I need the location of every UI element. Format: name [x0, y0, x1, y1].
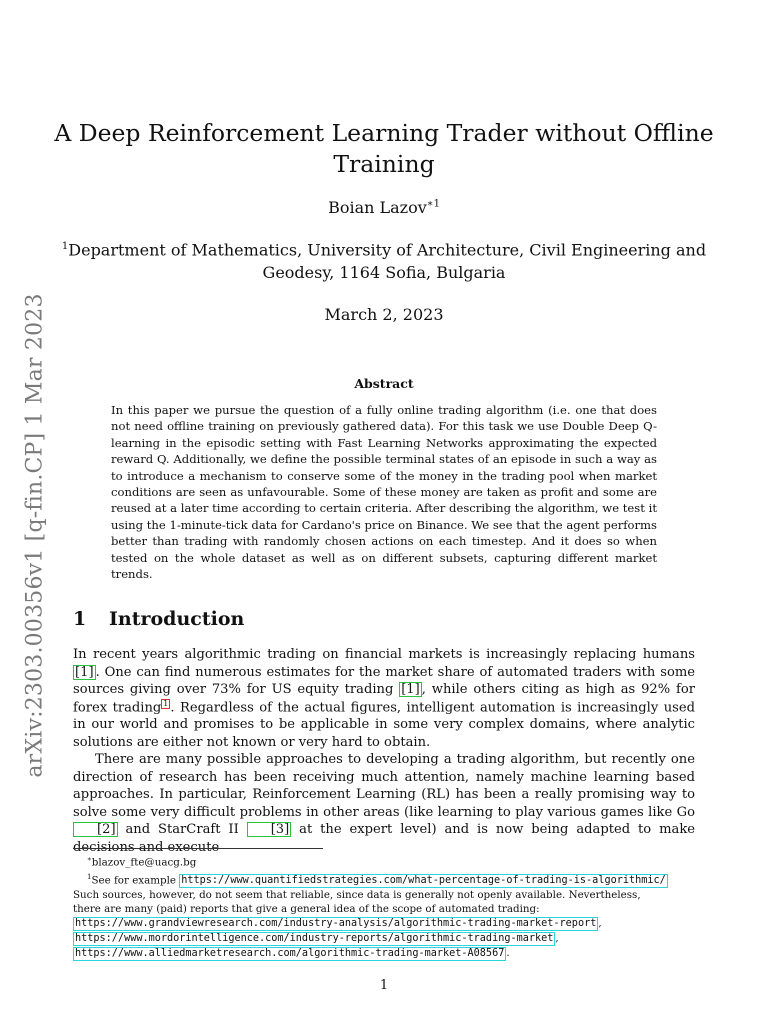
- title-line-2: Training: [333, 150, 435, 178]
- author-marks: ∗1: [426, 198, 440, 210]
- text-span: There are many possible approaches to developing a trading algorithm, but recently one direction of research has been receiving much attention, namely machine learning based approaches. In particular, Reinforcement Learning (RL) has been a really promising way to solve some very difficult problems in other areas (like learning to play various games like Go: [73, 752, 695, 820]
- intro-paragraph-2: [73, 751, 695, 856]
- page-number: 1: [379, 978, 389, 993]
- text-span: at the expert level) and is now being adapted to make decisions and execute: [73, 822, 695, 855]
- citation-link[interactable]: [1]: [401, 682, 420, 697]
- footnote-mark: ∗: [87, 855, 92, 863]
- paper-date: March 2, 2023: [324, 305, 444, 324]
- url-link[interactable]: https://www.mordorintelligence.com/industry-reports/algorithmic-trading-market: [75, 933, 554, 945]
- footnote-author-email: [73, 852, 733, 870]
- affiliation-line-1: Department of Mathematics, University of Architecture, Civil Engineering and: [68, 240, 707, 260]
- footnote-1: [73, 870, 733, 888]
- footnote-url-line: [73, 946, 733, 961]
- author-name: Boian Lazov: [328, 198, 427, 217]
- footnote-text: See for example: [91, 874, 180, 887]
- footnotes: [73, 852, 733, 961]
- section-heading: [73, 608, 244, 630]
- footnote-text-line: there are many (paid) reports that give a general idea of the scope of automated trading:: [73, 903, 540, 916]
- affiliation: [60, 235, 708, 284]
- url-link[interactable]: https://www.quantifiedstrategies.com/what-percentage-of-trading-is-algorithmic/: [181, 875, 666, 887]
- citation-link[interactable]: [1]: [75, 664, 94, 680]
- abstract-heading: Abstract: [354, 376, 414, 391]
- footnote-url-line: [73, 931, 733, 946]
- text-span: . Regardless of the actual figures, intelligent automation is increasingly used in our world and promises to be applicable in some very complex domains, where analytic solutions are either not known or very hard to obtain.: [73, 699, 695, 750]
- author-line: [0, 198, 768, 217]
- section-number: 1: [73, 608, 87, 630]
- footnote-text: blazov_fte@uacg.bg: [91, 856, 197, 869]
- arxiv-identifier: arXiv:2303.00356v1 [q-fin.CP] 1 Mar 2023: [22, 292, 48, 778]
- abstract-body: In this paper we pursue the question of a fully online trading algorithm (i.e. one that does not need offline training on previously gathered data). For this task we use Double Deep Q-learning in the episodic setting with Fast Learning Networks approximating the expected reward Q. Additionally, we define the possible terminal states of an episode in such a way as to introduce a mechanism to conserve some of the money in the trading pool when market conditions are seen as unfavourable. Some of these money are taken as profit and some are reused at a later time according to certain criteria. After describing the algorithm, we test it using the 1-minute-tick data for Cardano's price on Binance. We see that the agent performs better than trading with randomly chosen actions on each timestep. And it does so when tested on the whole dataset as well as on different subsets, capturing different market trends.: [111, 403, 657, 582]
- text-span: . One can find numerous estimates for the market share of automated traders with some sources giving over 73% for US equity trading: [73, 664, 695, 697]
- footnote-text-line: Such sources, however, do not seem that reliable, since data is generally not openly available. Nevertheless,: [73, 889, 641, 902]
- intro-paragraph-1: [73, 646, 695, 751]
- paper-title: [0, 118, 768, 180]
- citation-link[interactable]: [3]: [247, 822, 292, 837]
- url-link[interactable]: https://www.grandviewresearch.com/industry-analysis/algorithmic-trading-market-report: [75, 918, 597, 930]
- citation-link[interactable]: [2]: [73, 822, 118, 837]
- footnote-mark: 1: [87, 872, 92, 881]
- text-span: and StarCraft II: [117, 822, 247, 837]
- footnote-url-line: [73, 916, 733, 931]
- text-span: , while others citing as high as 92% for forex trading: [73, 682, 695, 715]
- footnote-rule: [73, 848, 323, 849]
- text-span: In recent years algorithmic trading on financial markets is increasingly replacing humans: [73, 647, 695, 662]
- title-line-1: A Deep Reinforcement Learning Trader without Offline: [54, 119, 714, 147]
- affiliation-line-2: Geodesy, 1164 Sofia, Bulgaria: [262, 263, 506, 283]
- separator: ,: [555, 932, 559, 945]
- separator: .: [506, 947, 510, 960]
- section-title: Introduction: [109, 608, 245, 630]
- affiliation-mark: 1: [61, 241, 69, 252]
- footnote-link[interactable]: 1: [163, 698, 169, 708]
- separator: ,: [598, 917, 602, 930]
- url-link[interactable]: https://www.alliedmarketresearch.com/algorithmic-trading-market-A08567: [75, 948, 505, 960]
